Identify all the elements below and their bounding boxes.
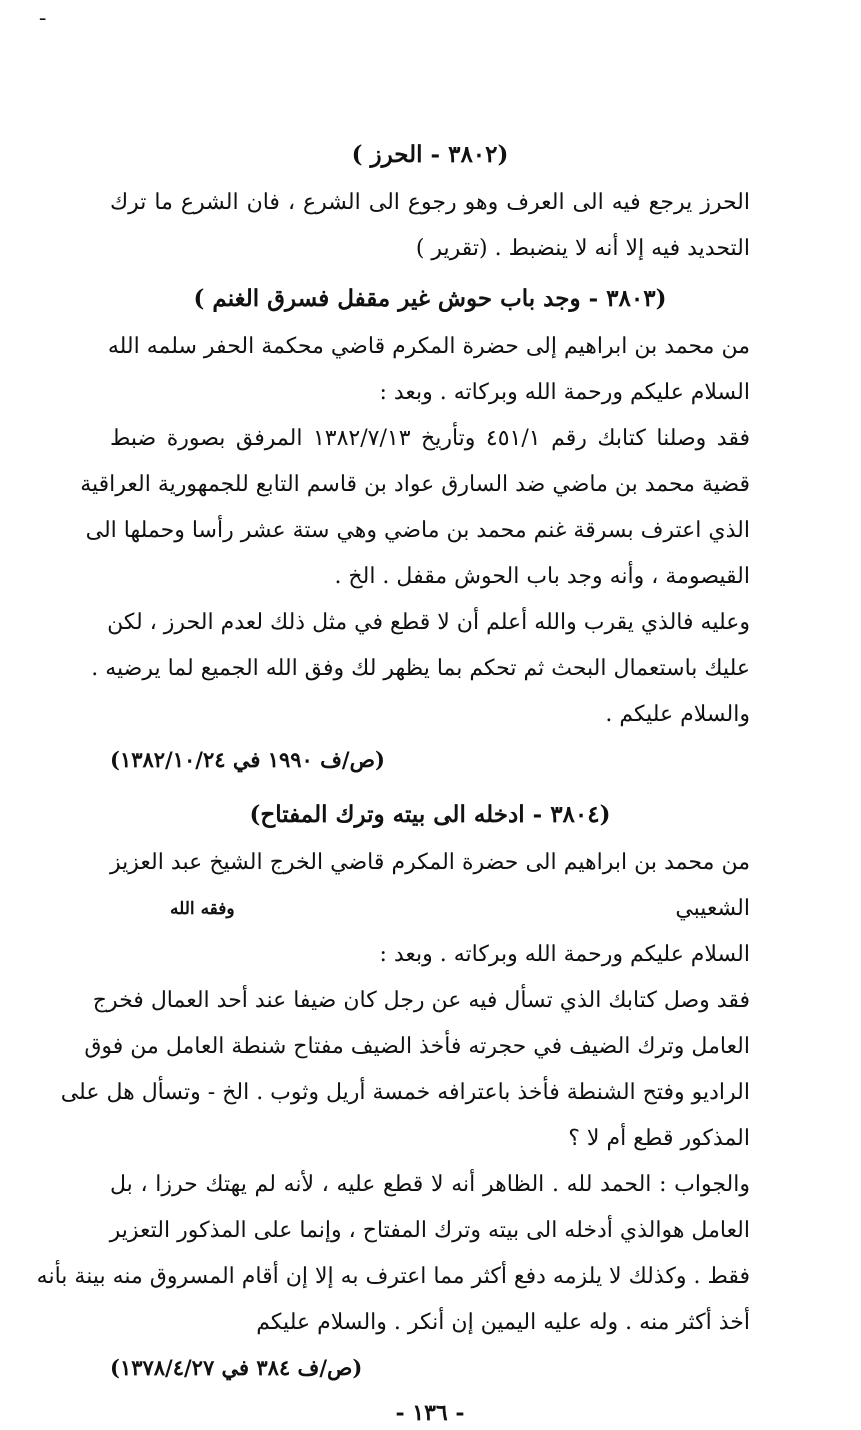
reference-note: (ص/ف ١٩٩٠ في ١٣٨٢/١٠/٢٤) (110, 747, 385, 772)
section-title: (٣٨٠٢ - الحرز ) (351, 141, 509, 168)
letter-greeting: السلام عليكم ورحمة الله وبركاته . وبعد : (379, 380, 750, 405)
text-line: عليك باستعمال البحث ثم تحكم بما يظهر لك وفق الله الجميع لما يرضيه . (91, 656, 750, 681)
text-line: الحرز يرجع فيه الى العرف وهو رجوع الى الشرع ، فان الشرع ما ترك (110, 190, 750, 215)
text-line: وعليه فالذي يقرب والله أعلم أن لا قطع في مثل ذلك لعدم الحرز ، لكن (107, 610, 750, 635)
text-line: التحديد فيه إلا أنه لا ينضبط . (تقرير ) (415, 236, 750, 261)
recipient-name: الشعيبي (675, 896, 750, 921)
text-line: فقد وصلنا كتابك رقم ٤٥١/١ وتأريخ ١٣٨٢/٧/١٣ المرفق بصورة ضبط (110, 426, 751, 451)
section-title: (٣٨٠٤ - ادخله الى بيته وترك المفتاح) (249, 801, 611, 828)
section-3804 (36, 798, 750, 1390)
text-line: قضية محمد بن ماضي ضد السارق عواد بن قاسم التابع للجمهورية العراقية (80, 472, 750, 497)
page-content (36, 138, 751, 1430)
text-line: الذي اعترف بسرقة غنم محمد بن ماضي وهي ستة عشر رأسا وحملها الى (85, 518, 750, 543)
corner-mark: ـ (40, 4, 46, 25)
section-3802 (110, 138, 750, 272)
blessing: وفقه الله (170, 899, 235, 919)
letter-sender: من محمد بن ابراهيم الى حضرة المكرم قاضي الخرج الشيخ عبد العزيز (110, 850, 750, 875)
text-line: أخذ أكثر منه . وله عليه اليمين إن أنكر . والسلام عليكم (256, 1310, 750, 1335)
text-line: العامل هوالذي أدخله الى بيته وترك المفتاح ، وإنما على المذكور التعزير (109, 1218, 750, 1243)
text-line: والسلام عليكم . (605, 702, 750, 727)
letter-sender-continued (110, 886, 750, 932)
text-line: القيصومة ، وأنه وجد باب الحوش مقفل . الخ . (334, 564, 750, 589)
page-number: - ١٣٦ - (395, 1400, 465, 1426)
text-line: فقط . وكذلك لا يلزمه دفع أكثر مما اعترف به إلا إن أقام المسروق منه بينة بأنه (36, 1264, 750, 1289)
text-line: المذكور قطع أم لا ؟ (568, 1126, 750, 1151)
text-line: والجواب : الحمد لله . الظاهر أنه لا قطع عليه ، لأنه لم يهتك حرزا ، بل (110, 1172, 750, 1197)
text-line: الراديو وفتح الشنطة فأخذ باعترافه خمسة أريل وثوب . الخ - وتسأل هل على (60, 1080, 750, 1105)
letter-greeting: السلام عليكم ورحمة الله وبركاته . وبعد : (379, 942, 750, 967)
section-3803 (80, 282, 751, 782)
text-line: العامل وترك الضيف في حجرته فأخذ الضيف مفتاح شنطة العامل من فوق (84, 1034, 750, 1059)
reference-note: (ص/ف ٣٨٤ في ١٣٧٨/٤/٢٧) (110, 1355, 363, 1380)
section-title: (٣٨٠٣ - وجد باب حوش غير مقفل فسرق الغنم ) (193, 285, 667, 312)
text-line: فقد وصل كتابك الذي تسأل فيه عن رجل كان ضيفا عند أحد العمال فخرج (92, 988, 750, 1013)
letter-sender: من محمد بن ابراهيم إلى حضرة المكرم قاضي محكمة الحفر سلمه الله (107, 334, 750, 359)
